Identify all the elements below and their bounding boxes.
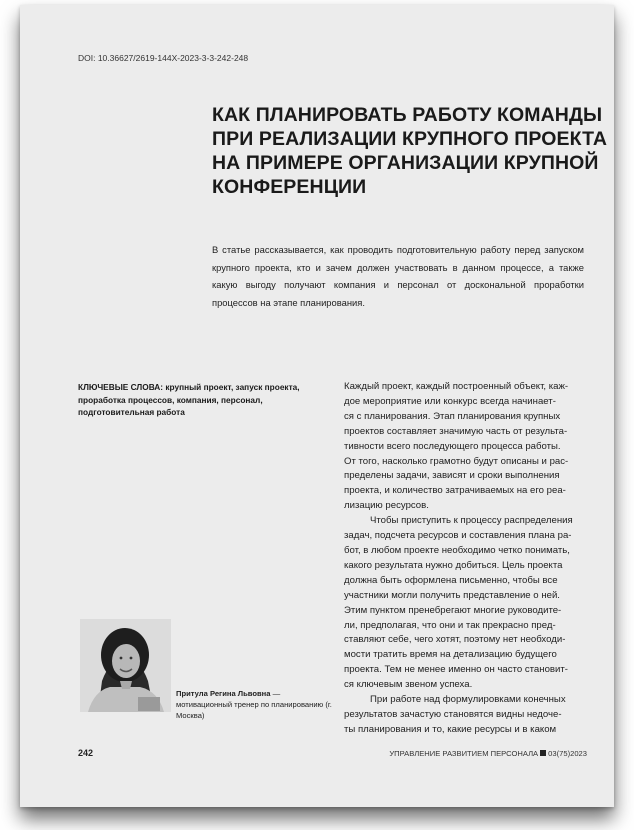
body-line: проекта, и количество затрачиваемых на его реа- bbox=[344, 485, 566, 497]
body-line: Чтобы приступить к процессу распределения bbox=[370, 515, 573, 527]
author-caption bbox=[176, 688, 336, 721]
body-line: Каждый проект, каждый построенный объект, каж- bbox=[344, 381, 569, 392]
journal-name: УПРАВЛЕНИЕ РАЗВИТИЕМ ПЕРСОНАЛА bbox=[389, 749, 539, 758]
keywords-block bbox=[78, 381, 326, 419]
author-name: Притула Регина Львовна bbox=[176, 689, 271, 698]
issue-number: 03(75)2023 bbox=[548, 749, 587, 758]
body-line: Этим пунктом пренебрегают многие руководите- bbox=[344, 604, 562, 616]
article-body bbox=[344, 380, 584, 738]
body-line: лизацию ресурсов. bbox=[344, 500, 429, 512]
body-line: должна быть оформлена письменно, чтобы все bbox=[344, 574, 558, 586]
author-photo bbox=[80, 619, 171, 712]
body-line: ты планирования и то, какие ресурсы и в каком bbox=[344, 723, 557, 735]
body-line: бот, в любом проекте необходимо четко понимать, bbox=[344, 544, 570, 556]
doi-line: DOI: 10.36627/2619-144X-2023-3-3-242-248 bbox=[78, 53, 249, 63]
body-line: ся ключевым звеном успеха. bbox=[344, 679, 473, 691]
body-line: ся с планирования. Этап планирования крупных bbox=[344, 410, 561, 422]
body-line: дое мероприятие или конкурс всегда начинает- bbox=[344, 395, 556, 407]
square-bullet-icon bbox=[540, 750, 546, 756]
keywords-text: крупный проект, запуск проекта, проработка процессов, компания, персонал, подготовительная работа bbox=[78, 382, 300, 417]
page-number: 242 bbox=[78, 748, 94, 758]
body-line: От того, насколько грамотно будут описаны и рас- bbox=[344, 455, 569, 467]
title-line: КОНФЕРЕНЦИИ bbox=[212, 176, 367, 198]
title-line: НА ПРИМЕРЕ ОРГАНИЗАЦИИ КРУПНОЙ bbox=[212, 152, 599, 174]
body-line: тивности всего последующего процесса работы. bbox=[344, 440, 561, 452]
body-line: При работе над формулировками конечных bbox=[370, 694, 566, 706]
body-line: проекта. Тем не менее именно он часто становит- bbox=[344, 664, 568, 676]
author-portrait-image bbox=[80, 619, 171, 712]
article-page bbox=[20, 5, 614, 807]
body-line: результатов зачастую становятся видны недоче- bbox=[344, 708, 562, 720]
abstract: В статье рассказывается, как проводить подготовительную работу перед запуском крупного проекта, кто и зачем должен участвовать в данном процессе, а также какую выгоду получают компания и персонал от доскональной проработки процессов на этапе планирования. bbox=[212, 244, 584, 308]
title-line: КАК ПЛАНИРОВАТЬ РАБОТУ КОМАНДЫ bbox=[212, 104, 603, 126]
keywords-label: КЛЮЧЕВЫЕ СЛОВА: bbox=[78, 382, 164, 392]
body-line: задач, подсчета ресурсов и составления плана ра- bbox=[344, 530, 572, 542]
body-line: ставляют себе, чего хотят, поэтому нет необходи- bbox=[344, 634, 566, 646]
body-line: пределены задачи, зависят и сроки выполнения bbox=[344, 470, 560, 482]
author-description: — мотивационный тренер по планированию (г. Москва) bbox=[176, 689, 332, 720]
title-line: ПРИ РЕАЛИЗАЦИИ КРУПНОГО ПРОЕКТА bbox=[212, 128, 608, 150]
body-line: проектов составляет значимую часть от результа- bbox=[344, 425, 568, 437]
body-line: ли, предполагая, что они и так прекрасно пред- bbox=[344, 619, 556, 631]
body-line: какого результата нужно добиться. Цель проекта bbox=[344, 559, 563, 571]
body-line: мости тратить время на детализацию будущего bbox=[344, 649, 557, 661]
body-line: участники могли получить представление о ней. bbox=[344, 589, 560, 601]
article-title bbox=[212, 103, 608, 199]
running-footer bbox=[389, 749, 587, 758]
